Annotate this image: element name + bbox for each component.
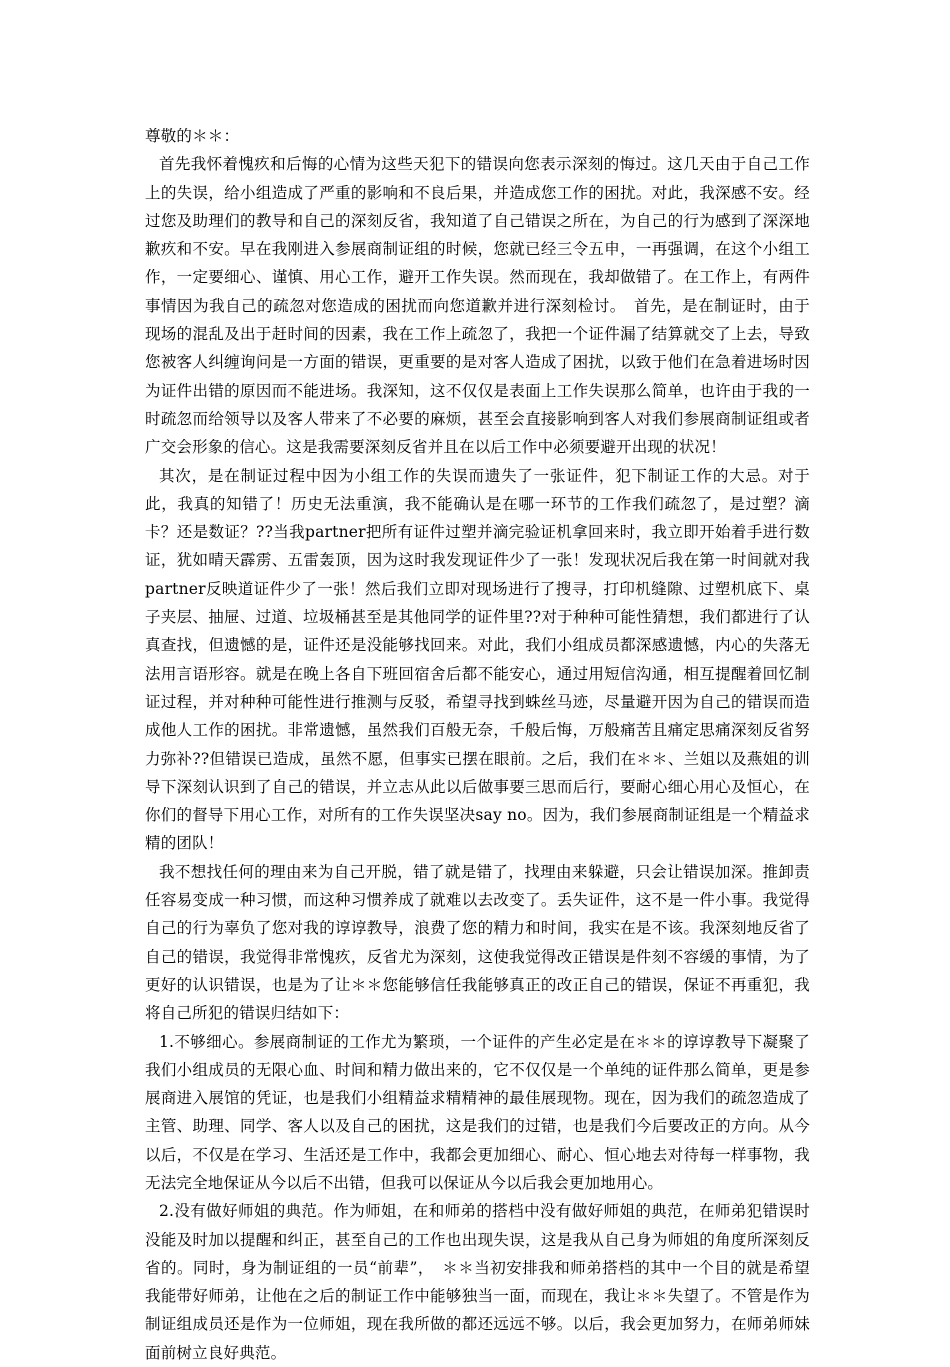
paragraph-point-2: 2.没有做好师姐的典范。作为师姐，在和师弟的搭档中没有做好师姐的典范，在师弟犯错误时没能及时加以提醒和纠正，甚至自己的工作也出现失误，这是我从自己身为师姐的角度所深刻反省的。同时，身为制证组的一员“前辈”， ＊＊当初安排我和师弟搭档的其中一个目的就是希望我能带好师弟，让他在之后的制证工作中能够独当一面，而现在，我让＊＊失望了。不管是作为制证组成员还是作为一位师姐，现在我所做的都还远远不够。以后，我会更加努力，在师弟师妹面前树立良好典范。 xyxy=(145,1202,810,1362)
paragraph-reflection: 我不想找任何的理由来为自己开脱，错了就是错了，找理由来躲避，只会让错误加深。推卸责任容易变成一种习惯，而这种习惯养成了就难以去改变了。丢失证件，这不是一件小事。我觉得自己的行为辜负了您对我的谆谆教导，浪费了您的精力和时间，我实在是不该。我深刻地反省了自己的错误，我觉得非常愧疚，反省尤为深刻，这使我觉得改正错误是件刻不容缓的事情，为了更好的认识错误，也是为了让＊＊您能够信任我能够真正的改正自己的错误，保证不再重犯，我将自己所犯的错误归结如下： xyxy=(145,862,810,1023)
paragraph-point-1: 1.不够细心。参展商制证的工作尤为繁琐，一个证件的产生必定是在＊＊的谆谆教导下凝聚了我们小组成员的无限心血、时间和精力做出来的，它不仅仅是一个单纯的证件那么简单，更是参展商进入展馆的凭证，也是我们小组精益求精精神的最佳展现物。现在，因为我们的疏忽造成了主管、助理、同学、客人以及自己的困扰，这是我们的过错，也是我们今后要改正的方向。从今以后，不仅是在学习、生活还是工作中，我都会更加细心、耐心、恒心地去对待每一样事物，我无法完全地保证从今以后不出错，但我可以保证从今以后我会更加地用心。 xyxy=(145,1032,810,1192)
letter-body xyxy=(145,122,810,1367)
paragraph-apology-intro: 首先我怀着愧疚和后悔的心情为这些天犯下的错误向您表示深刻的悔过。这几天由于自己工作上的失误，给小组造成了严重的影响和不良后果，并造成您工作的困扰。对此，我深感不安。经过您及助理们的教导和自己的深刻反省，我知道了自己错误之所在，为自己的行为感到了深深地歉疚和不安。早在我刚进入参展商制证组的时候，您就已经三令五申，一再强调，在这个小组工作，一定要细心、谨慎、用心工作，避开工作失误。然而现在，我却做错了。在工作上，有两件事情因为我自己的疏忽对您造成的困扰而向您道歉并进行深刻检讨。 首先，是在制证时，由于现场的混乱及出于赶时间的因素，我在工作上疏忽了，我把一个证件漏了结算就交了上去，导致您被客人纠缠询问是一方面的错误，更重要的是对客人造成了困扰，以致于他们在急着进场时因为证件出错的原因而不能进场。我深知，这不仅仅是表面上工作失误那么简单，也许由于我的一时疏忽而给领导以及客人带来了不必要的麻烦，甚至会直接影响到客人对我们参展商制证组或者广交会形象的信心。这是我需要深刻反省并且在以后工作中必须要避开出现的状况！ xyxy=(145,155,810,457)
salutation: 尊敬的＊＊： xyxy=(145,127,240,145)
paragraph-lost-certificate: 其次，是在制证过程中因为小组工作的失误而遗失了一张证件，犯下制证工作的大忌。对于此，我真的知错了！历史无法重演，我不能确认是在哪一环节的工作我们疏忽了，是过塑？滴卡？还是数证？??当我partner把所有证件过塑并滴完验证机拿回来时，我立即开始着手进行数证，犹如晴天霹雳、五雷轰顶，因为这时我发现证件少了一张！发现状况后我在第一时间就对我partner反映道证件少了一张！然后我们立即对现场进行了搜寻，打印机缝隙、过塑机底下、桌子夹层、抽屉、过道、垃圾桶甚至是其他同学的证件里??对于种种可能性猜想，我们都进行了认真查找，但遗憾的是，证件还是没能够找回来。对此，我们小组成员都深感遗憾，内心的失落无法用言语形容。就是在晚上各自下班回宿舍后都不能安心，通过用短信沟通，相互提醒着回忆制证过程，并对种种可能性进行推测与反驳，希望寻找到蛛丝马迹，尽量避开因为自己的错误而造成他人工作的困扰。非常遗憾，虽然我们百般无奈，千般后悔，万般痛苦且痛定思痛深刻反省努力弥补??但错误已造成，虽然不愿，但事实已摆在眼前。之后，我们在＊＊、兰姐以及燕姐的训导下深刻认识到了自己的错误，并立志从此以后做事要三思而后行，要耐心细心用心及恒心，在你们的督导下用心工作，对所有的工作失误坚决say no。因为，我们参展商制证组是一个精益求精的团队！ xyxy=(145,466,810,853)
